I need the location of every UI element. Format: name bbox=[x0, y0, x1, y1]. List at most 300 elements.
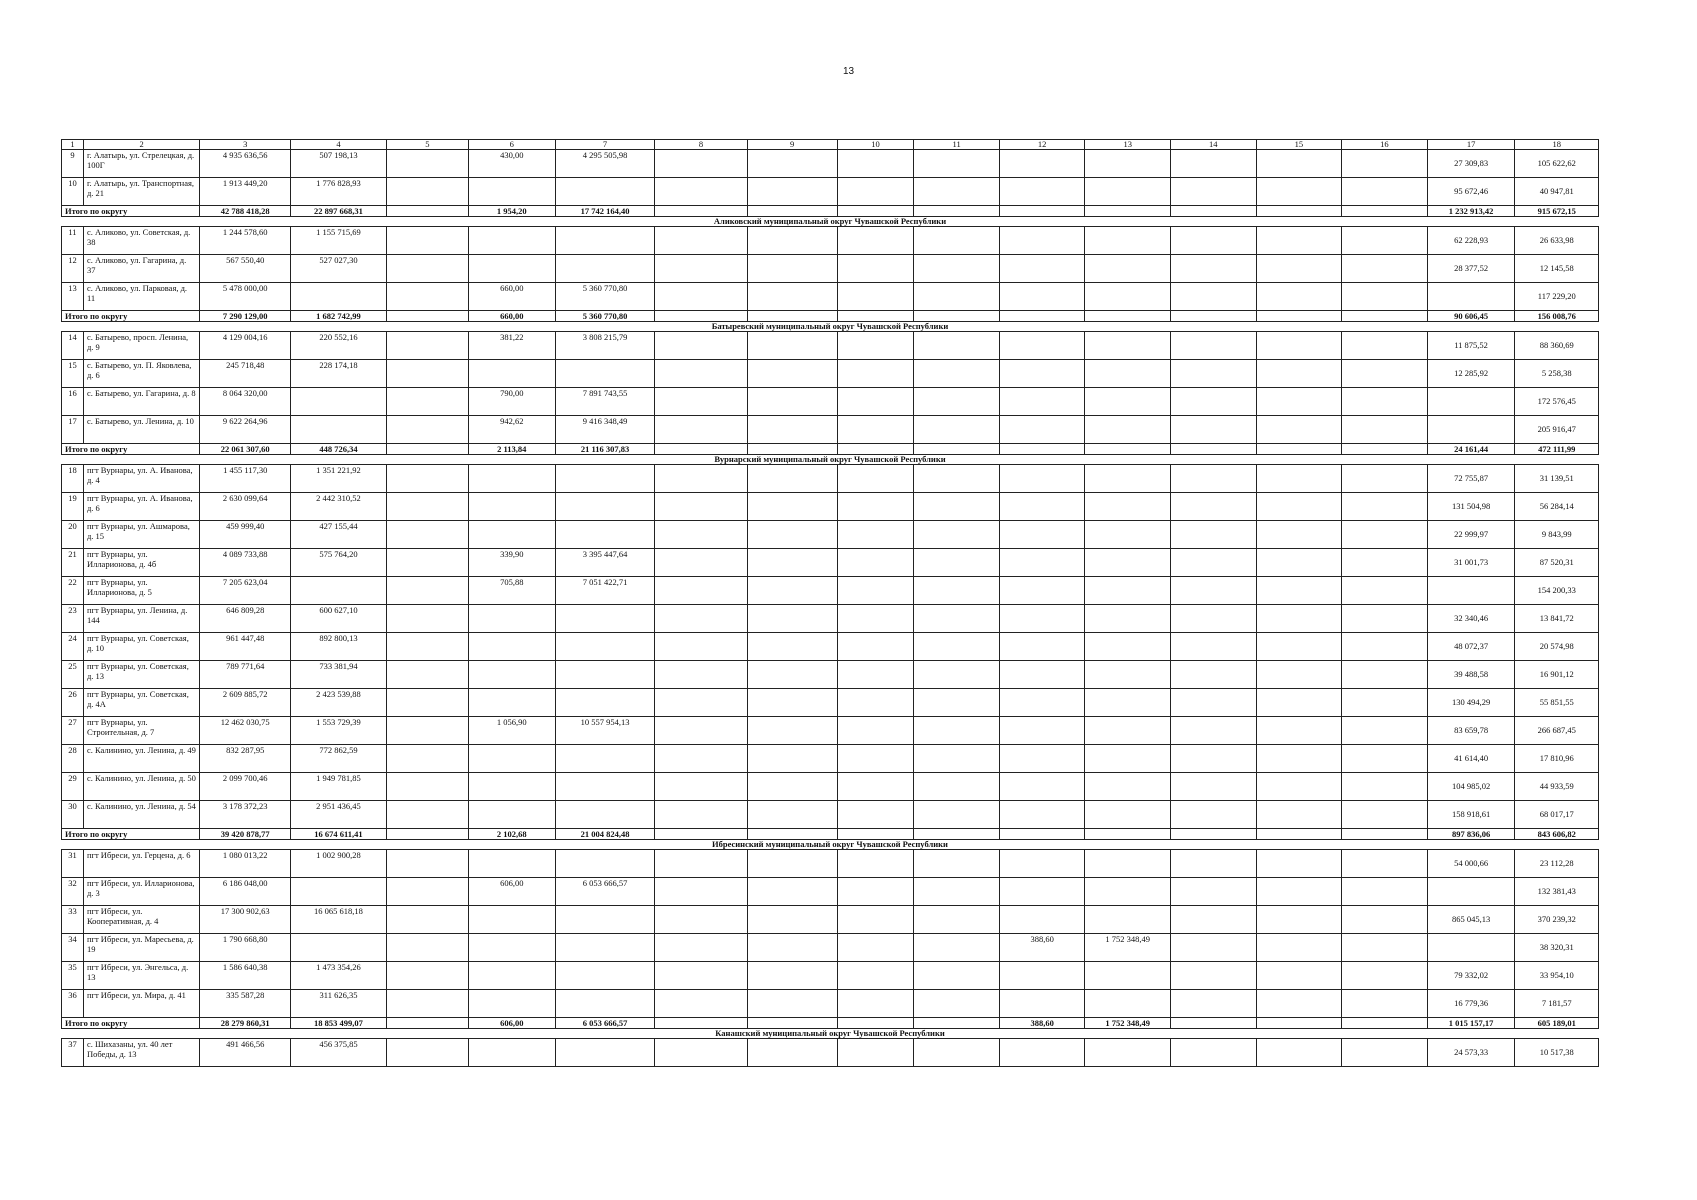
cell-c3: 1 586 640,38 bbox=[200, 962, 291, 990]
cell-c6 bbox=[468, 178, 555, 206]
cell-c12 bbox=[999, 360, 1085, 388]
row-number: 18 bbox=[62, 465, 84, 493]
cell-c14 bbox=[1171, 990, 1257, 1018]
total-c18: 915 672,15 bbox=[1515, 206, 1599, 217]
total-c11 bbox=[914, 1018, 1000, 1029]
column-header-5: 5 bbox=[386, 140, 468, 150]
cell-c11 bbox=[914, 255, 1000, 283]
cell-c13 bbox=[1085, 850, 1171, 878]
cell-c16 bbox=[1342, 633, 1428, 661]
cell-c11 bbox=[914, 661, 1000, 689]
cell-c16 bbox=[1342, 283, 1428, 311]
cell-c6 bbox=[468, 906, 555, 934]
cell-c13 bbox=[1085, 227, 1171, 255]
total-c17: 1 015 157,17 bbox=[1427, 1018, 1515, 1029]
cell-c15 bbox=[1256, 906, 1342, 934]
cell-c11 bbox=[914, 605, 1000, 633]
cell-c18: 5 258,38 bbox=[1515, 360, 1599, 388]
cell-c5 bbox=[386, 255, 468, 283]
total-c6: 2 113,84 bbox=[468, 444, 555, 455]
total-label: Итого по округу bbox=[62, 311, 200, 322]
cell-c9 bbox=[747, 388, 837, 416]
table-row bbox=[62, 878, 1599, 906]
cell-c13 bbox=[1085, 605, 1171, 633]
cell-c9 bbox=[747, 689, 837, 717]
cell-c10 bbox=[837, 577, 914, 605]
cell-c15 bbox=[1256, 773, 1342, 801]
cell-c13 bbox=[1085, 465, 1171, 493]
total-c13 bbox=[1085, 829, 1171, 840]
column-header-7: 7 bbox=[555, 140, 655, 150]
total-c4: 22 897 668,31 bbox=[291, 206, 386, 217]
cell-c16 bbox=[1342, 962, 1428, 990]
cell-c12 bbox=[999, 332, 1085, 360]
cell-c18: 56 284,14 bbox=[1515, 493, 1599, 521]
cell-c11 bbox=[914, 906, 1000, 934]
cell-c12 bbox=[999, 605, 1085, 633]
cell-c5 bbox=[386, 465, 468, 493]
cell-c17: 72 755,87 bbox=[1427, 465, 1515, 493]
cell-c14 bbox=[1171, 416, 1257, 444]
cell-c7: 10 557 954,13 bbox=[555, 717, 655, 745]
table-row bbox=[62, 801, 1599, 829]
cell-c7 bbox=[555, 360, 655, 388]
cell-c15 bbox=[1256, 150, 1342, 178]
cell-c16 bbox=[1342, 661, 1428, 689]
cell-c3: 5 478 000,00 bbox=[200, 283, 291, 311]
row-number: 24 bbox=[62, 633, 84, 661]
cell-c12 bbox=[999, 549, 1085, 577]
cell-c16 bbox=[1342, 493, 1428, 521]
cell-c8 bbox=[655, 801, 747, 829]
cell-c7: 5 360 770,80 bbox=[555, 283, 655, 311]
cell-c13 bbox=[1085, 178, 1171, 206]
cell-c11 bbox=[914, 689, 1000, 717]
cell-c10 bbox=[837, 549, 914, 577]
row-number: 33 bbox=[62, 906, 84, 934]
cell-c16 bbox=[1342, 850, 1428, 878]
table-row bbox=[62, 745, 1599, 773]
cell-c18: 33 954,10 bbox=[1515, 962, 1599, 990]
cell-c7: 7 051 422,71 bbox=[555, 577, 655, 605]
cell-c9 bbox=[747, 255, 837, 283]
cell-c12 bbox=[999, 633, 1085, 661]
cell-c17 bbox=[1427, 878, 1515, 906]
cell-c7 bbox=[555, 801, 655, 829]
cell-c3: 567 550,40 bbox=[200, 255, 291, 283]
column-header-14: 14 bbox=[1171, 140, 1257, 150]
cell-c8 bbox=[655, 661, 747, 689]
cell-c18: 7 181,57 bbox=[1515, 990, 1599, 1018]
cell-c10 bbox=[837, 521, 914, 549]
cell-c8 bbox=[655, 360, 747, 388]
cell-c13 bbox=[1085, 689, 1171, 717]
cell-c10 bbox=[837, 717, 914, 745]
cell-c4: 1 949 781,85 bbox=[291, 773, 386, 801]
cell-c12 bbox=[999, 465, 1085, 493]
cell-c9 bbox=[747, 283, 837, 311]
cell-c6 bbox=[468, 465, 555, 493]
cell-c8 bbox=[655, 521, 747, 549]
cell-c9 bbox=[747, 962, 837, 990]
total-c12 bbox=[999, 206, 1085, 217]
cell-c14 bbox=[1171, 1039, 1257, 1067]
cell-c7: 3 395 447,64 bbox=[555, 549, 655, 577]
table-row bbox=[62, 661, 1599, 689]
total-c9 bbox=[747, 1018, 837, 1029]
cell-c18: 10 517,38 bbox=[1515, 1039, 1599, 1067]
cell-c17: 11 875,52 bbox=[1427, 332, 1515, 360]
cell-c6 bbox=[468, 934, 555, 962]
cell-c3: 832 287,95 bbox=[200, 745, 291, 773]
total-c8 bbox=[655, 206, 747, 217]
cell-c5 bbox=[386, 906, 468, 934]
total-c6: 606,00 bbox=[468, 1018, 555, 1029]
cell-c10 bbox=[837, 661, 914, 689]
cell-c4 bbox=[291, 577, 386, 605]
total-c6: 1 954,20 bbox=[468, 206, 555, 217]
cell-c10 bbox=[837, 934, 914, 962]
cell-c3: 789 771,64 bbox=[200, 661, 291, 689]
cell-c9 bbox=[747, 605, 837, 633]
cell-c16 bbox=[1342, 878, 1428, 906]
row-number: 37 bbox=[62, 1039, 84, 1067]
cell-c17: 130 494,29 bbox=[1427, 689, 1515, 717]
cell-c5 bbox=[386, 416, 468, 444]
total-c5 bbox=[386, 829, 468, 840]
cell-c18: 117 229,20 bbox=[1515, 283, 1599, 311]
cell-c16 bbox=[1342, 906, 1428, 934]
cell-c9 bbox=[747, 178, 837, 206]
cell-c17: 865 045,13 bbox=[1427, 906, 1515, 934]
cell-c6 bbox=[468, 962, 555, 990]
cell-c10 bbox=[837, 178, 914, 206]
total-c10 bbox=[837, 206, 914, 217]
cell-c17: 12 285,92 bbox=[1427, 360, 1515, 388]
cell-c13 bbox=[1085, 633, 1171, 661]
total-c17: 897 836,06 bbox=[1427, 829, 1515, 840]
row-number: 32 bbox=[62, 878, 84, 906]
cell-c4: 456 375,85 bbox=[291, 1039, 386, 1067]
cell-c13 bbox=[1085, 577, 1171, 605]
cell-c3: 1 244 578,60 bbox=[200, 227, 291, 255]
total-c7: 17 742 164,40 bbox=[555, 206, 655, 217]
table-row bbox=[62, 150, 1599, 178]
cell-c11 bbox=[914, 577, 1000, 605]
cell-c5 bbox=[386, 493, 468, 521]
row-address: пгт Ибреси, ул. Мира, д. 41 bbox=[83, 990, 199, 1018]
total-c8 bbox=[655, 311, 747, 322]
row-number: 19 bbox=[62, 493, 84, 521]
cell-c8 bbox=[655, 962, 747, 990]
table-row bbox=[62, 605, 1599, 633]
cell-c11 bbox=[914, 633, 1000, 661]
cell-c18: 44 933,59 bbox=[1515, 773, 1599, 801]
cell-c15 bbox=[1256, 661, 1342, 689]
cell-c12 bbox=[999, 717, 1085, 745]
cell-c15 bbox=[1256, 577, 1342, 605]
cell-c14 bbox=[1171, 332, 1257, 360]
cell-c4: 507 198,13 bbox=[291, 150, 386, 178]
total-c16 bbox=[1342, 1018, 1428, 1029]
cell-c7 bbox=[555, 745, 655, 773]
cell-c5 bbox=[386, 661, 468, 689]
row-number: 22 bbox=[62, 577, 84, 605]
column-header-6: 6 bbox=[468, 140, 555, 150]
cell-c10 bbox=[837, 150, 914, 178]
cell-c14 bbox=[1171, 801, 1257, 829]
total-row bbox=[62, 829, 1599, 840]
column-header-3: 3 bbox=[200, 140, 291, 150]
cell-c12 bbox=[999, 745, 1085, 773]
row-number: 13 bbox=[62, 283, 84, 311]
total-row bbox=[62, 444, 1599, 455]
cell-c3: 6 186 048,00 bbox=[200, 878, 291, 906]
row-number: 28 bbox=[62, 745, 84, 773]
cell-c13 bbox=[1085, 661, 1171, 689]
cell-c6: 942,62 bbox=[468, 416, 555, 444]
cell-c17: 104 985,02 bbox=[1427, 773, 1515, 801]
cell-c16 bbox=[1342, 990, 1428, 1018]
cell-c11 bbox=[914, 178, 1000, 206]
row-number: 27 bbox=[62, 717, 84, 745]
cell-c4: 16 065 618,18 bbox=[291, 906, 386, 934]
cell-c13 bbox=[1085, 416, 1171, 444]
total-c16 bbox=[1342, 444, 1428, 455]
total-c18: 605 189,01 bbox=[1515, 1018, 1599, 1029]
cell-c11 bbox=[914, 465, 1000, 493]
total-c18: 843 606,82 bbox=[1515, 829, 1599, 840]
row-number: 16 bbox=[62, 388, 84, 416]
cell-c5 bbox=[386, 388, 468, 416]
cell-c6: 430,00 bbox=[468, 150, 555, 178]
cell-c10 bbox=[837, 227, 914, 255]
cell-c9 bbox=[747, 801, 837, 829]
cell-c17 bbox=[1427, 577, 1515, 605]
table-row bbox=[62, 549, 1599, 577]
cell-c4: 2 951 436,45 bbox=[291, 801, 386, 829]
cell-c18: 9 843,99 bbox=[1515, 521, 1599, 549]
cell-c18: 68 017,17 bbox=[1515, 801, 1599, 829]
cell-c17: 32 340,46 bbox=[1427, 605, 1515, 633]
cell-c8 bbox=[655, 178, 747, 206]
cell-c15 bbox=[1256, 850, 1342, 878]
cell-c12 bbox=[999, 906, 1085, 934]
cell-c7 bbox=[555, 990, 655, 1018]
section-title-row bbox=[62, 217, 1599, 227]
cell-c18: 17 810,96 bbox=[1515, 745, 1599, 773]
total-c14 bbox=[1171, 444, 1257, 455]
total-c18: 472 111,99 bbox=[1515, 444, 1599, 455]
cell-c5 bbox=[386, 577, 468, 605]
cell-c17: 24 573,33 bbox=[1427, 1039, 1515, 1067]
total-c14 bbox=[1171, 1018, 1257, 1029]
total-c5 bbox=[386, 206, 468, 217]
cell-c15 bbox=[1256, 689, 1342, 717]
cell-c16 bbox=[1342, 549, 1428, 577]
cell-c6: 705,88 bbox=[468, 577, 555, 605]
total-c3: 28 279 860,31 bbox=[200, 1018, 291, 1029]
cell-c8 bbox=[655, 150, 747, 178]
cell-c15 bbox=[1256, 934, 1342, 962]
cell-c9 bbox=[747, 549, 837, 577]
cell-c14 bbox=[1171, 850, 1257, 878]
cell-c6 bbox=[468, 227, 555, 255]
cell-c14 bbox=[1171, 661, 1257, 689]
cell-c9 bbox=[747, 150, 837, 178]
cell-c3: 8 064 320,00 bbox=[200, 388, 291, 416]
cell-c17: 28 377,52 bbox=[1427, 255, 1515, 283]
cell-c6 bbox=[468, 661, 555, 689]
total-c9 bbox=[747, 829, 837, 840]
cell-c11 bbox=[914, 549, 1000, 577]
cell-c15 bbox=[1256, 801, 1342, 829]
total-c11 bbox=[914, 444, 1000, 455]
row-address: с. Шихазаны, ул. 40 лет Победы, д. 13 bbox=[83, 1039, 199, 1067]
cell-c10 bbox=[837, 801, 914, 829]
cell-c6 bbox=[468, 773, 555, 801]
table-row bbox=[62, 1039, 1599, 1067]
column-header-2: 2 bbox=[83, 140, 199, 150]
cell-c15 bbox=[1256, 255, 1342, 283]
cell-c14 bbox=[1171, 773, 1257, 801]
cell-c17: 16 779,36 bbox=[1427, 990, 1515, 1018]
cell-c18: 13 841,72 bbox=[1515, 605, 1599, 633]
cell-c8 bbox=[655, 745, 747, 773]
cell-c3: 459 999,40 bbox=[200, 521, 291, 549]
total-c11 bbox=[914, 206, 1000, 217]
cell-c16 bbox=[1342, 227, 1428, 255]
cell-c9 bbox=[747, 906, 837, 934]
cell-c14 bbox=[1171, 150, 1257, 178]
cell-c15 bbox=[1256, 388, 1342, 416]
cell-c13 bbox=[1085, 801, 1171, 829]
cell-c9 bbox=[747, 465, 837, 493]
cell-c3: 4 089 733,88 bbox=[200, 549, 291, 577]
cell-c3: 4 935 636,56 bbox=[200, 150, 291, 178]
cell-c8 bbox=[655, 878, 747, 906]
row-address: с. Аликово, ул. Гагарина, д. 37 bbox=[83, 255, 199, 283]
row-number: 11 bbox=[62, 227, 84, 255]
total-label: Итого по округу bbox=[62, 1018, 200, 1029]
cell-c4: 2 423 539,88 bbox=[291, 689, 386, 717]
cell-c7: 6 053 666,57 bbox=[555, 878, 655, 906]
cell-c5 bbox=[386, 745, 468, 773]
cell-c8 bbox=[655, 906, 747, 934]
cell-c17: 54 000,66 bbox=[1427, 850, 1515, 878]
cell-c9 bbox=[747, 1039, 837, 1067]
cell-c18: 172 576,45 bbox=[1515, 388, 1599, 416]
cell-c4 bbox=[291, 934, 386, 962]
cell-c15 bbox=[1256, 605, 1342, 633]
column-header-18: 18 bbox=[1515, 140, 1599, 150]
cell-c12 bbox=[999, 255, 1085, 283]
row-number: 9 bbox=[62, 150, 84, 178]
cell-c16 bbox=[1342, 332, 1428, 360]
budget-table bbox=[61, 139, 1599, 1067]
cell-c12 bbox=[999, 283, 1085, 311]
total-c7: 21 004 824,48 bbox=[555, 829, 655, 840]
cell-c8 bbox=[655, 493, 747, 521]
cell-c18: 23 112,28 bbox=[1515, 850, 1599, 878]
cell-c18: 40 947,81 bbox=[1515, 178, 1599, 206]
total-c8 bbox=[655, 1018, 747, 1029]
section-title-row bbox=[62, 322, 1599, 332]
row-address: пгт Ибреси, ул. Маресьева, д. 19 bbox=[83, 934, 199, 962]
total-c3: 39 420 878,77 bbox=[200, 829, 291, 840]
section-title: Вурнарский муниципальный округ Чувашской Республики bbox=[62, 455, 1599, 465]
cell-c11 bbox=[914, 745, 1000, 773]
cell-c13 bbox=[1085, 255, 1171, 283]
cell-c14 bbox=[1171, 360, 1257, 388]
total-c12 bbox=[999, 829, 1085, 840]
cell-c15 bbox=[1256, 962, 1342, 990]
cell-c6 bbox=[468, 850, 555, 878]
cell-c9 bbox=[747, 717, 837, 745]
cell-c11 bbox=[914, 521, 1000, 549]
cell-c17: 27 309,83 bbox=[1427, 150, 1515, 178]
cell-c6 bbox=[468, 745, 555, 773]
cell-c7: 4 295 505,98 bbox=[555, 150, 655, 178]
cell-c4 bbox=[291, 283, 386, 311]
total-c17: 90 606,45 bbox=[1427, 311, 1515, 322]
column-header-17: 17 bbox=[1427, 140, 1515, 150]
cell-c14 bbox=[1171, 689, 1257, 717]
cell-c16 bbox=[1342, 465, 1428, 493]
cell-c4: 427 155,44 bbox=[291, 521, 386, 549]
cell-c11 bbox=[914, 990, 1000, 1018]
total-c16 bbox=[1342, 311, 1428, 322]
cell-c8 bbox=[655, 227, 747, 255]
table-body bbox=[62, 140, 1599, 1067]
cell-c10 bbox=[837, 633, 914, 661]
row-address: с. Батырево, просп. Ленина, д. 9 bbox=[83, 332, 199, 360]
cell-c10 bbox=[837, 850, 914, 878]
cell-c10 bbox=[837, 605, 914, 633]
table-row bbox=[62, 283, 1599, 311]
total-c15 bbox=[1256, 444, 1342, 455]
cell-c17: 95 672,46 bbox=[1427, 178, 1515, 206]
section-title: Батыревский муниципальный округ Чувашской Республики bbox=[62, 322, 1599, 332]
cell-c16 bbox=[1342, 1039, 1428, 1067]
column-header-8: 8 bbox=[655, 140, 747, 150]
cell-c13: 1 752 348,49 bbox=[1085, 934, 1171, 962]
cell-c10 bbox=[837, 465, 914, 493]
cell-c18: 31 139,51 bbox=[1515, 465, 1599, 493]
total-c15 bbox=[1256, 1018, 1342, 1029]
cell-c7 bbox=[555, 493, 655, 521]
cell-c16 bbox=[1342, 178, 1428, 206]
cell-c4 bbox=[291, 416, 386, 444]
cell-c12: 388,60 bbox=[999, 934, 1085, 962]
cell-c4: 575 764,20 bbox=[291, 549, 386, 577]
cell-c8 bbox=[655, 283, 747, 311]
row-address: пгт Вурнары, ул. А. Иванова, д. 4 bbox=[83, 465, 199, 493]
cell-c11 bbox=[914, 332, 1000, 360]
cell-c12 bbox=[999, 878, 1085, 906]
cell-c13 bbox=[1085, 549, 1171, 577]
row-address: г. Алатырь, ул. Транспортная, д. 21 bbox=[83, 178, 199, 206]
row-address: пгт Ибреси, ул. Герцена, д. 6 bbox=[83, 850, 199, 878]
total-c4: 448 726,34 bbox=[291, 444, 386, 455]
cell-c15 bbox=[1256, 283, 1342, 311]
cell-c7 bbox=[555, 178, 655, 206]
table-row bbox=[62, 934, 1599, 962]
cell-c12 bbox=[999, 388, 1085, 416]
cell-c9 bbox=[747, 577, 837, 605]
cell-c12 bbox=[999, 521, 1085, 549]
cell-c8 bbox=[655, 416, 747, 444]
